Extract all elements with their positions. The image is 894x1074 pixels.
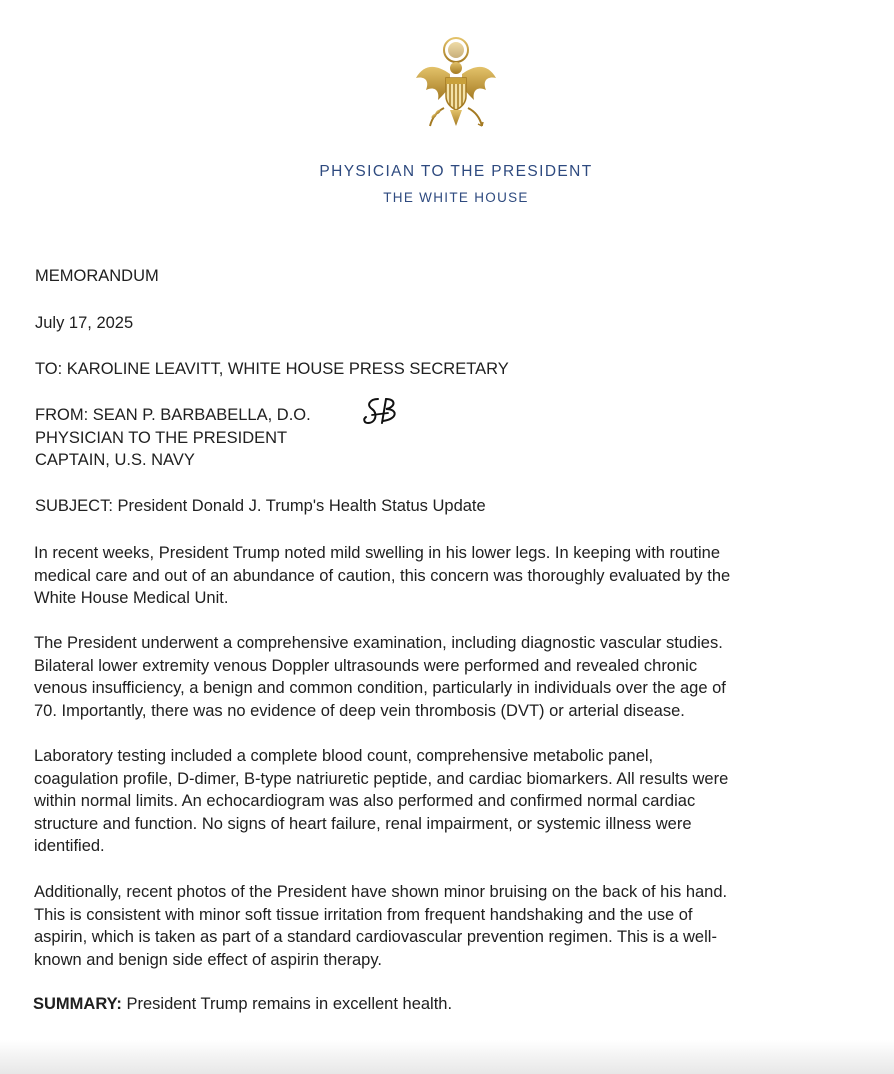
summary: [33, 993, 452, 1016]
paragraph-line: coagulation profile, D-dimer, B-type natriuretic peptide, and cardiac biomarkers. All results were: [34, 769, 729, 788]
paragraph-line: Bilateral lower extremity venous Doppler ultrasounds were performed and revealed chronic: [34, 656, 698, 675]
paragraph-bruising: [34, 881, 874, 971]
paragraph-line: The President underwent a comprehensive examination, including diagnostic vascular studies.: [34, 634, 723, 652]
letterhead-subtitle: THE WHITE HOUSE: [383, 190, 529, 205]
paragraph-line: venous insufficiency, a benign and common condition, particularly in individuals over the age of: [34, 679, 726, 697]
paragraph-line: known and benign side effect of aspirin therapy.: [34, 950, 382, 969]
paragraph-laboratory: [34, 745, 874, 858]
paragraph-line: 70. Importantly, there was no evidence of deep vein thrombosis (DVT) or arterial disease.: [34, 701, 685, 720]
memo-to: TO: KAROLINE LEAVITT, WHITE HOUSE PRESS SECRETARY: [35, 360, 509, 378]
paragraph-line: White House Medical Unit.: [34, 589, 229, 607]
page-bottom-shadow: [0, 1040, 894, 1074]
memo-from: FROM: SEAN P. BARBABELLA, D.O.: [35, 406, 311, 424]
memo-subject: SUBJECT: President Donald J. Trump's Health Status Update: [35, 497, 486, 515]
memo-date: July 17, 2025: [35, 314, 134, 332]
paragraph-line: identified.: [34, 837, 105, 855]
paragraph-line: This is consistent with minor soft tissue irritation from frequent handshaking and the use of: [34, 905, 693, 924]
paragraph-swelling: [34, 542, 874, 610]
paragraph-line: Additionally, recent photos of the President have shown minor bruising on the back of his hand.: [34, 883, 728, 901]
paragraph-line: medical care and out of an abundance of caution, this concern was thoroughly evaluated by the: [34, 566, 731, 585]
memo-from-rank: CAPTAIN, U.S. NAVY: [35, 451, 195, 469]
paragraph-line: structure and function. No signs of heart failure, renal impairment, or systemic illness were: [34, 814, 692, 833]
paragraph-line: within normal limits. An echocardiogram was also performed and confirmed normal cardiac: [34, 792, 696, 810]
memo-from-title: PHYSICIAN TO THE PRESIDENT: [35, 429, 288, 447]
letterhead-title: PHYSICIAN TO THE PRESIDENT: [319, 163, 593, 180]
paragraph-line: In recent weeks, President Trump noted mild swelling in his lower legs. In keeping with routine: [34, 544, 721, 562]
memo-heading: MEMORANDUM: [35, 267, 159, 285]
paragraph-line: Laboratory testing included a complete blood count, comprehensive metabolic panel,: [34, 747, 654, 765]
paragraph-line: aspirin, which is taken as part of a standard cardiovascular prevention regimen. This is a well-: [34, 928, 717, 946]
paragraph-examination: [34, 632, 874, 722]
summary-label: SUMMARY:: [33, 995, 122, 1013]
summary-text: President Trump remains in excellent health.: [121, 995, 453, 1013]
signature-initials: [358, 393, 404, 439]
presidential-seal-icon: [406, 34, 506, 134]
